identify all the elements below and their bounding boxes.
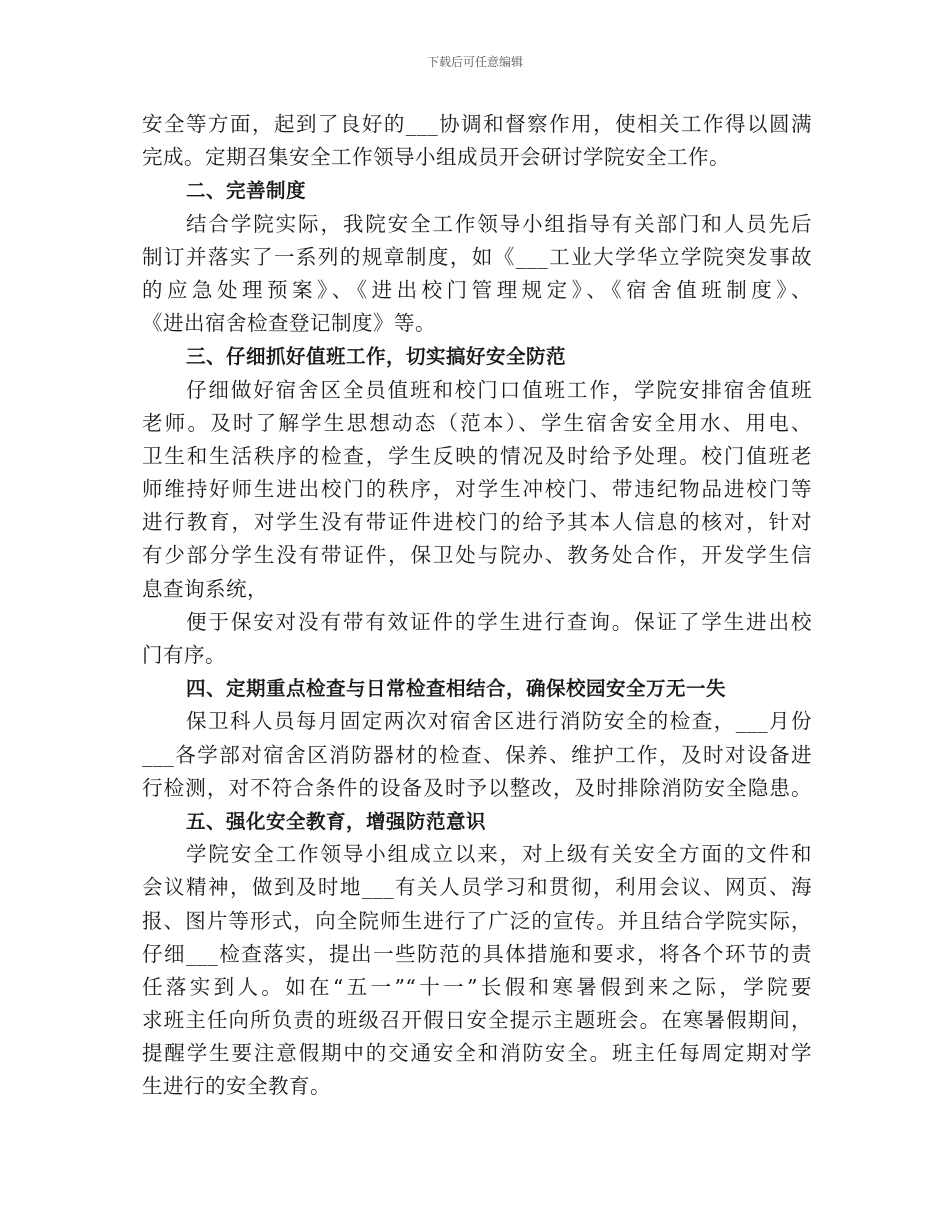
paragraph-line: 求班主任向所负责的班级召开假日安全提示主题班会。在寒暑假期间， [142, 1008, 812, 1033]
paragraph-line: 会议精神，做到及时地___有关人员学习和贯彻，利用会议、网页、海 [142, 875, 812, 900]
paragraph-line: 师维持好师生进出校门的秩序，对学生冲校门、带违纪物品进校门等 [142, 477, 812, 502]
paragraph-line: 《进出宿舍检查登记制度》等。 [142, 311, 436, 336]
section-heading: 五、强化安全教育，增强防范意识 [186, 809, 487, 833]
paragraph-line: 学院安全工作领导小组成立以来，对上级有关安全方面的文件和 [186, 842, 812, 867]
paragraph-line: 结合学院实际，我院安全工作领导小组指导有关部门和人员先后 [186, 211, 812, 236]
paragraph-line: 任落实到人。如在“五一”“十一”长假和寒暑假到来之际，学院要 [142, 974, 812, 999]
paragraph-line: 报、图片等形式，向全院师生进行了广泛的宣传。并且结合学院实际， [142, 908, 812, 933]
paragraph-line: 行检测，对不符合条件的设备及时予以整改，及时排除消防安全隐患。 [142, 775, 812, 800]
paragraph-line: 息查询系统， [142, 576, 268, 601]
paragraph-line: 有少部分学生没有带证件，保卫处与院办、教务处合作，开发学生信 [142, 543, 812, 568]
paragraph-line: 老师。及时了解学生思想动态（范本）、学生宿舍安全用水、用电、 [142, 410, 812, 435]
paragraph-line: 便于保安对没有带有效证件的学生进行查询。保证了学生进出校 [186, 609, 812, 634]
paragraph-line: 安全等方面，起到了良好的___协调和督察作用，使相关工作得以圆满 [142, 112, 812, 136]
paragraph-line: 仔细___检查落实，提出一些防范的具体措施和要求，将各个环节的责 [142, 941, 812, 966]
section-heading: 四、定期重点检查与日常检查相结合，确保校园安全万无一失 [186, 677, 727, 701]
paragraph-line: 制订并落实了一系列的规章制度，如《___工业大学华立学院突发事故 [142, 244, 812, 269]
paragraph-line: ___各学部对宿舍区消防器材的检查、保养、维护工作，及时对设备进 [142, 742, 812, 767]
paragraph-line: 仔细做好宿舍区全员值班和校门口值班工作，学院安排宿舍值班 [186, 377, 812, 402]
paragraph-line: 完成。定期召集安全工作领导小组成员开会研讨学院安全工作。 [142, 145, 730, 170]
paragraph-line: 提醒学生要注意假期中的交通安全和消防安全。班主任每周定期对学 [142, 1041, 812, 1066]
paragraph-line: 的应急处理预案》、《进出校门管理规定》、《宿舍值班制度》、 [142, 277, 812, 302]
paragraph-line: 门有序。 [142, 643, 226, 667]
section-heading: 三、仔细抓好值班工作，切实搞好安全防范 [186, 345, 567, 369]
paragraph-line: 保卫科人员每月固定两次对宿舍区进行消防安全的检查，___月份 [186, 709, 812, 734]
paragraph-line: 卫生和生活秩序的检查，学生反映的情况及时给予处理。校门值班老 [142, 443, 812, 468]
header-note: 下载后可任意编辑 [426, 55, 523, 69]
paragraph-line: 进行教育，对学生没有带证件进校门的给予其本人信息的核对，针对 [142, 510, 812, 535]
document-body [142, 108, 812, 1104]
paragraph-line: 生进行的安全教育。 [142, 1074, 331, 1099]
section-heading: 二、完善制度 [186, 179, 307, 203]
